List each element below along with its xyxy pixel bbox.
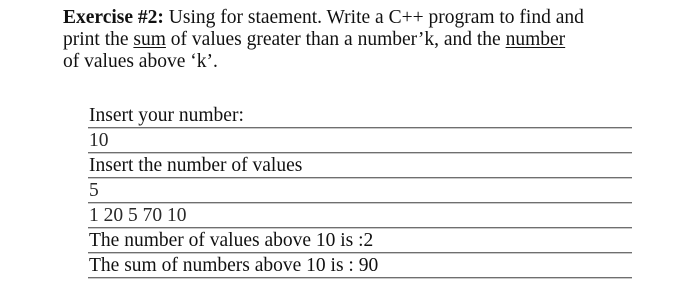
input-number-value: 10 [88, 128, 632, 153]
prompt-insert-number: Insert your number: [88, 103, 632, 128]
exercise-heading: Exercise #2: [63, 7, 164, 28]
exercise-line-2 [63, 29, 683, 51]
underlined-word-sum: sum [133, 29, 166, 50]
prompt-insert-count: Insert the number of values [88, 153, 632, 178]
exercise-line-1 [63, 7, 683, 29]
console-output [88, 103, 632, 278]
exercise-line-2-middle: of values greater than a number’k, and the [165, 29, 506, 50]
output-sum-above: The sum of numbers above 10 is : 90 [88, 253, 632, 278]
exercise-line-1-text: Using for staement. Write a C++ program to find and [163, 7, 584, 28]
underlined-word-number: number [505, 29, 566, 50]
input-values-list: 1 20 5 70 10 [88, 203, 632, 228]
exercise-statement [63, 7, 683, 73]
exercise-line-3: of values above ‘k’. [63, 51, 218, 72]
output-count-above: The number of values above 10 is :2 [88, 228, 632, 253]
exercise-line-2-text: print the [63, 29, 134, 50]
input-count-value: 5 [88, 178, 632, 203]
